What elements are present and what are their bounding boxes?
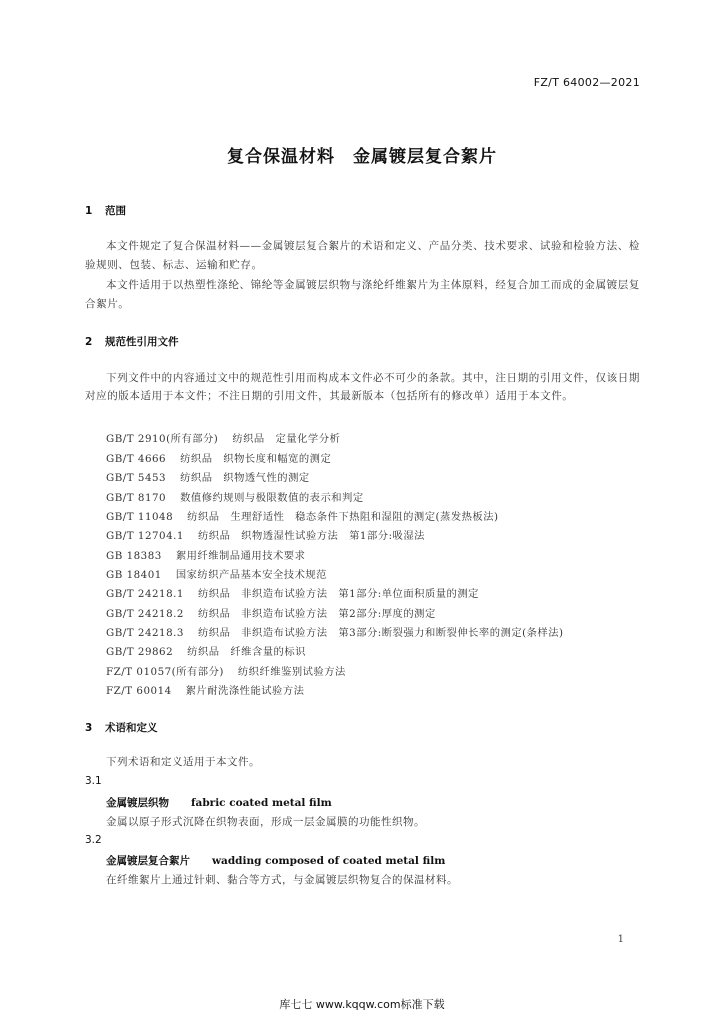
term-title xyxy=(106,795,332,810)
term-chinese: 金属镀层织物 xyxy=(106,797,169,809)
standard-number: FZ/T 64002—2021 xyxy=(533,76,640,89)
term-definition: 在纤维絮片上通过针刺、黏合等方式，与金属镀层织物复合的保温材料。 xyxy=(106,874,458,886)
reference-code: GB/T 24218.1 xyxy=(106,588,184,600)
reference-item xyxy=(106,624,564,639)
reference-item xyxy=(106,682,304,697)
reference-code: GB/T 2910(所有部分) xyxy=(106,433,219,445)
reference-code: FZ/T 01057(所有部分) xyxy=(106,666,224,678)
reference-title: 纺织品 纤维含量的标识 xyxy=(187,646,306,658)
reference-code: GB 18383 xyxy=(106,550,162,562)
reference-item xyxy=(106,566,327,581)
page-number: 1 xyxy=(617,934,624,945)
normative-intro: 下列文件中的内容通过文中的规范性引用而构成本文件必不可少的条款。其中，注日期的引用文件，仅该日期对应的版本适用于本文件；不注日期的引用文件，其最新版本（包括所有的修改单）适用于本文件。 xyxy=(85,372,640,402)
term-english: wadding composed of coated metal film xyxy=(212,855,446,867)
section-3-number: 3 xyxy=(85,722,93,734)
reference-item xyxy=(106,663,346,678)
reference-code: FZ/T 60014 xyxy=(106,685,172,697)
section-3-title: 术语和定义 xyxy=(105,722,158,734)
section-1-number: 1 xyxy=(85,205,93,217)
footer-watermark: 库七七 www.kqqw.com标准下载 xyxy=(279,998,445,1011)
section-2-number: 2 xyxy=(85,336,93,348)
reference-code: GB/T 12704.1 xyxy=(106,530,184,542)
term-chinese: 金属镀层复合絮片 xyxy=(106,855,190,867)
reference-item xyxy=(106,547,305,562)
reference-title: 数值修约规则与极限数值的表示和判定 xyxy=(180,492,364,504)
reference-item xyxy=(106,489,364,504)
term-english: fabric coated metal film xyxy=(191,797,332,809)
reference-title: 纺织品 生理舒适性 稳态条件下热阻和湿阻的测定(蒸发热板法) xyxy=(187,511,499,523)
reference-item xyxy=(106,469,310,484)
reference-title: 絮片耐洗涤性能试验方法 xyxy=(185,685,305,697)
reference-title: 纺织品 非织造布试验方法 第1部分:单位面积质量的测定 xyxy=(197,588,479,600)
terms-intro: 下列术语和定义适用于本文件。 xyxy=(106,756,260,768)
reference-item xyxy=(106,643,306,658)
scope-paragraph-2: 本文件适用于以热塑性涤纶、锦纶等金属镀层织物与涤纶纤维絮片为主体原料，经复合加工而成的金属镀层复合絮片。 xyxy=(85,279,640,310)
term-title xyxy=(106,853,445,868)
section-2-title: 规范性引用文件 xyxy=(105,336,179,348)
reference-title: 纺织品 织物透湿性试验方法 第1部分:吸湿法 xyxy=(197,530,425,542)
section-3-heading xyxy=(85,720,158,735)
reference-title: 纺织品 织物长度和幅宽的测定 xyxy=(180,453,332,465)
reference-code: GB/T 8170 xyxy=(106,492,167,504)
reference-title: 纺织品 定量化学分析 xyxy=(232,433,341,445)
reference-title: 国家纺织产品基本安全技术规范 xyxy=(175,569,327,581)
reference-item xyxy=(106,450,331,465)
scope-paragraph-1: 本文件规定了复合保温材料——金属镀层复合絮片的术语和定义、产品分类、技术要求、试验和检验方法、检验规则、包装、标志、运输和贮存。 xyxy=(85,240,640,271)
reference-item xyxy=(106,605,436,620)
section-1-heading xyxy=(85,203,126,218)
reference-code: GB/T 29862 xyxy=(106,646,174,658)
reference-code: GB/T 11048 xyxy=(106,511,174,523)
reference-code: GB/T 4666 xyxy=(106,453,167,465)
term-number: 3.2 xyxy=(85,834,102,846)
reference-code: GB/T 5453 xyxy=(106,472,167,484)
term-definition: 金属以原子形式沉降在织物表面，形成一层金属膜的功能性织物。 xyxy=(106,816,425,828)
term-number: 3.1 xyxy=(85,775,102,787)
reference-code: GB/T 24218.2 xyxy=(106,608,184,620)
reference-code: GB 18401 xyxy=(106,569,162,581)
section-2-heading xyxy=(85,334,179,349)
document-title: 复合保温材料 金属镀层复合絮片 xyxy=(227,147,497,167)
reference-item xyxy=(106,508,499,523)
section-1-title: 范围 xyxy=(105,205,126,217)
reference-item xyxy=(106,585,479,600)
reference-title: 纺织品 非织造布试验方法 第2部分:厚度的测定 xyxy=(197,608,436,620)
reference-title: 纺织品 非织造布试验方法 第3部分:断裂强力和断裂伸长率的测定(条样法) xyxy=(197,627,564,639)
reference-title: 絮用纤维制品通用技术要求 xyxy=(175,550,306,562)
reference-item xyxy=(106,527,425,542)
reference-item xyxy=(106,430,340,445)
reference-code: GB/T 24218.3 xyxy=(106,627,184,639)
reference-title: 纺织品 织物透气性的测定 xyxy=(180,472,310,484)
reference-title: 纺织纤维鉴别试验方法 xyxy=(237,666,346,678)
